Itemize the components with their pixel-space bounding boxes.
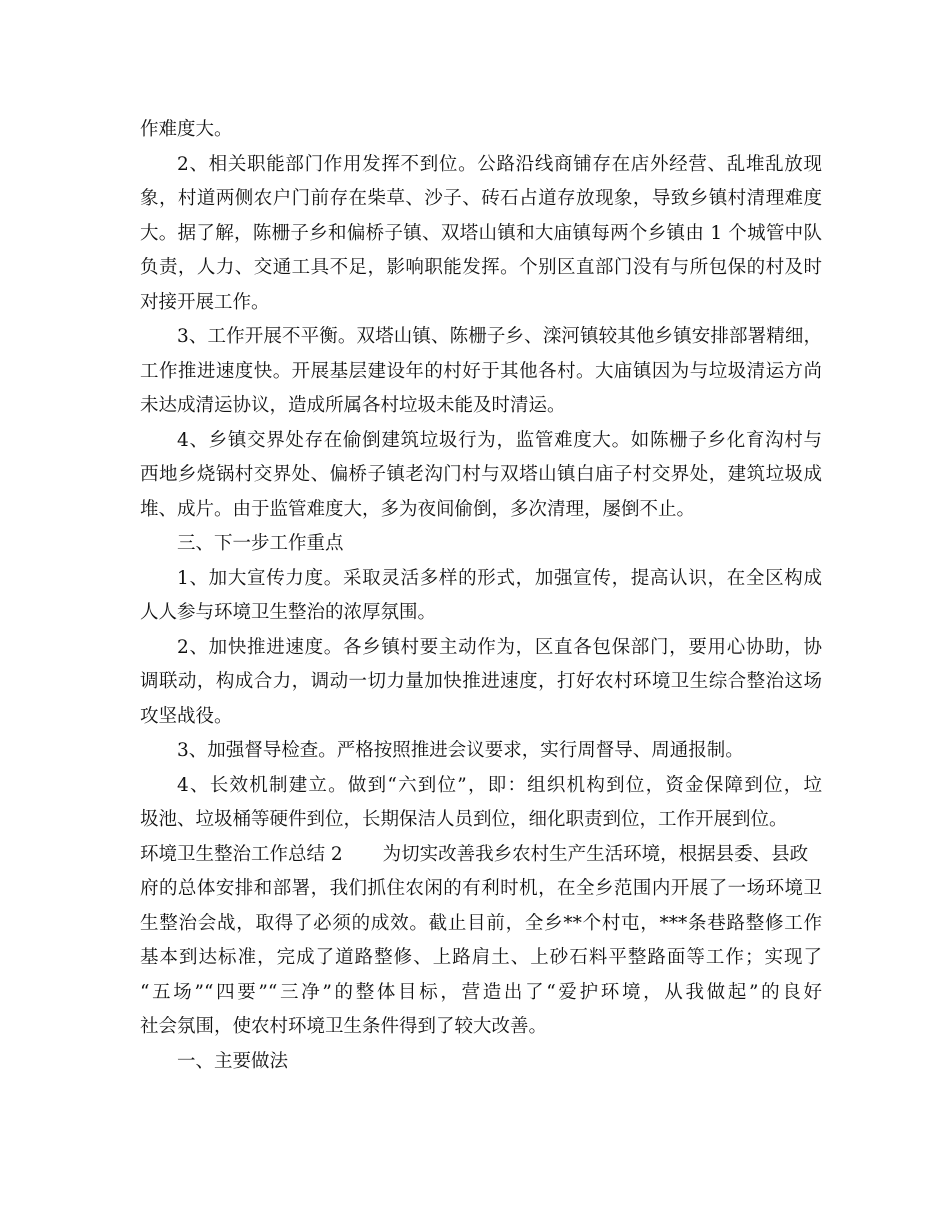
- paragraph-line: 基本到达标准，完成了道路整修、上路肩土、上砂石料平整路面等工作；实现了: [140, 947, 822, 968]
- paragraph-line: 大。据了解，陈栅子乡和偏桥子镇、双塔山镇和大庙镇每两个乡镇由 1 个城管中队: [140, 222, 822, 244]
- paragraph-line: 负责，人力、交通工具不足，影响职能发挥。个别区直部门没有与所包保的村及时: [140, 257, 822, 278]
- paragraph-line: 3、加强督导检查。严格按照推进会议要求，实行周督导、周通报制。: [177, 740, 744, 761]
- paragraph-line: 攻坚战役。: [140, 705, 233, 727]
- paragraph-line: 2、加快推进速度。各乡镇村要主动作为，区直各包保部门，要用心协助，协: [177, 636, 822, 658]
- section-heading: 三、下一步工作重点: [177, 533, 344, 554]
- paragraph-line: 未达成清运协议，造成所属各村垃圾未能及时清运。: [140, 395, 566, 416]
- paragraph-line: 人人参与环境卫生整治的浓厚氛围。: [140, 602, 437, 623]
- document-heading-line: [140, 838, 822, 873]
- paragraph-line: 西地乡烧锅村交界处、偏桥子镇老沟门村与双塔山镇白庙子村交界处，建筑垃圾成: [140, 464, 822, 485]
- paragraph-line: 堆、成片。由于监管难度大，多为夜间偷倒，多次清理，屡倒不止。: [140, 498, 696, 520]
- paragraph-line: “五场”“四要”“三净”的整体目标，营造出了“爱护环境，从我做起”的良好: [140, 981, 822, 1003]
- paragraph-line: 调联动，构成合力，调动一切力量加快推进速度，打好农村环境卫生综合整治这场: [140, 671, 822, 692]
- paragraph-line: 社会氛围，使农村环境卫生条件得到了较大改善。: [140, 1016, 548, 1037]
- paragraph-line: 1、加大宣传力度。采取灵活多样的形式，加强宣传，提高认识，在全区构成: [177, 567, 822, 589]
- paragraph-line: 3、工作开展不平衡。双塔山镇、陈栅子乡、滦河镇较其他乡镇安排部署精细，: [177, 326, 822, 347]
- paragraph-line: 为切实改善我乡农村生产生活环境，根据县委、县政: [382, 843, 809, 865]
- section-heading: 一、主要做法: [177, 1050, 289, 1072]
- paragraph-line: 象，村道两侧农户门前存在柴草、沙子、砖石占道存放现象，导致乡镇村清理难度: [140, 188, 822, 209]
- paragraph-line: 4、乡镇交界处存在偷倒建筑垃圾行为，监管难度大。如陈栅子乡化育沟村与: [177, 429, 822, 451]
- paragraph-line: 生整治会战，取得了必须的成效。截止目前，全乡**个村屯，***条巷路整修工作: [140, 912, 822, 934]
- document-body: [140, 113, 822, 1079]
- document-section-title: 环境卫生整治工作总结 2: [140, 843, 343, 865]
- paragraph-line: 圾池、垃圾桶等硬件到位，长期保洁人员到位，细化职责到位，工作开展到位。: [140, 809, 788, 830]
- paragraph-line: 4、长效机制建立。做到“六到位”，即：组织机构到位，资金保障到位，垃: [177, 774, 822, 796]
- paragraph-line: 工作推进速度快。开展基层建设年的村好于其他各村。大庙镇因为与垃圾清运方尚: [140, 360, 822, 382]
- paragraph-line: 府的总体安排和部署，我们抓住农闲的有利时机，在全乡范围内开展了一场环境卫: [140, 878, 822, 899]
- paragraph-line: 作难度大。: [140, 119, 233, 140]
- paragraph-line: 对接开展工作。: [140, 291, 270, 313]
- paragraph-line: 2、相关职能部门作用发挥不到位。公路沿线商铺存在店外经营、乱堆乱放现: [177, 153, 822, 175]
